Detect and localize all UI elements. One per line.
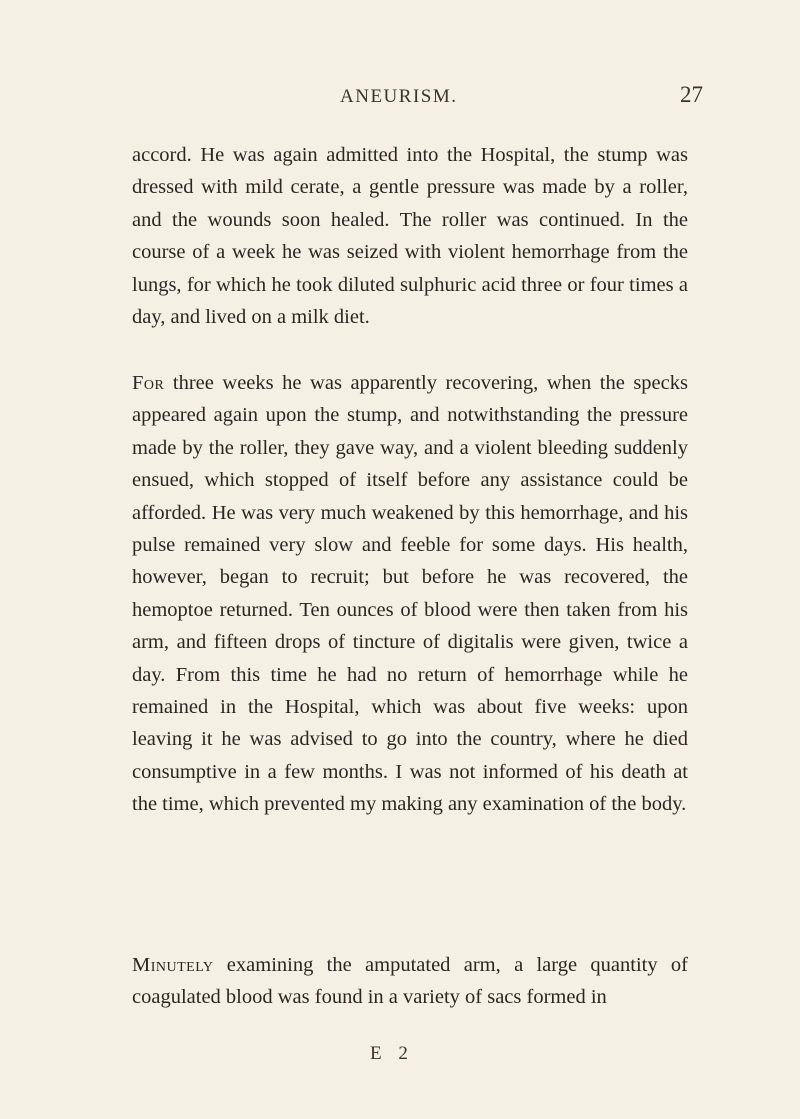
running-head: ANEURISM.: [340, 86, 458, 107]
paragraph-3: [132, 949, 688, 1014]
paragraph-text: [132, 139, 688, 333]
page-header: [0, 82, 800, 116]
paragraph-1: [132, 139, 688, 333]
signature-mark: E 2: [370, 1043, 414, 1064]
paragraph-body: three weeks he was apparently recovering, when the specks appeared again upon the stump, and notwithstanding the pressure made by the roller, they gave way, and a violent bleeding suddenly ensued, which stopped of itself before any assistance could be afforded. He was very much weakened by this hemorrhage, and his pulse remained very slow and feeble for some days. His health, however, began to recruit; but before he was recovered, the hemoptoe returned. Ten ounces of blood were then taken from his arm, and fifteen drops of tincture of digitalis were given, twice a day. From this time he had no return of hemorrhage while he remained in the Hospital, which was about five weeks: upon leaving it he was advised to go into the country, where he died consumptive in a few months. I was not informed of his death at the time, which prevented my making any examination of the body.: [132, 372, 688, 816]
paragraph-lead-word: Minutely: [132, 954, 214, 976]
paragraph-text: [132, 367, 688, 821]
paragraph-lead-word: For: [132, 372, 165, 394]
paragraph-text: [132, 949, 688, 1014]
paragraph-body: examining the amputated arm, a large quantity of coagulated blood was found in a variety of sacs formed in: [132, 954, 688, 1009]
paragraph-body: accord. He was again admitted into the Hospital, the stump was dressed with mild cerate, a gentle pressure was made by a roller, and the wounds soon healed. The roller was continued. In the course of a week he was seized with violent hemorrhage from the lungs, for which he took diluted sulphuric acid three or four times a day, and lived on a milk diet.: [132, 144, 688, 329]
paragraph-2: [132, 367, 688, 821]
page-number: 27: [680, 82, 703, 107]
